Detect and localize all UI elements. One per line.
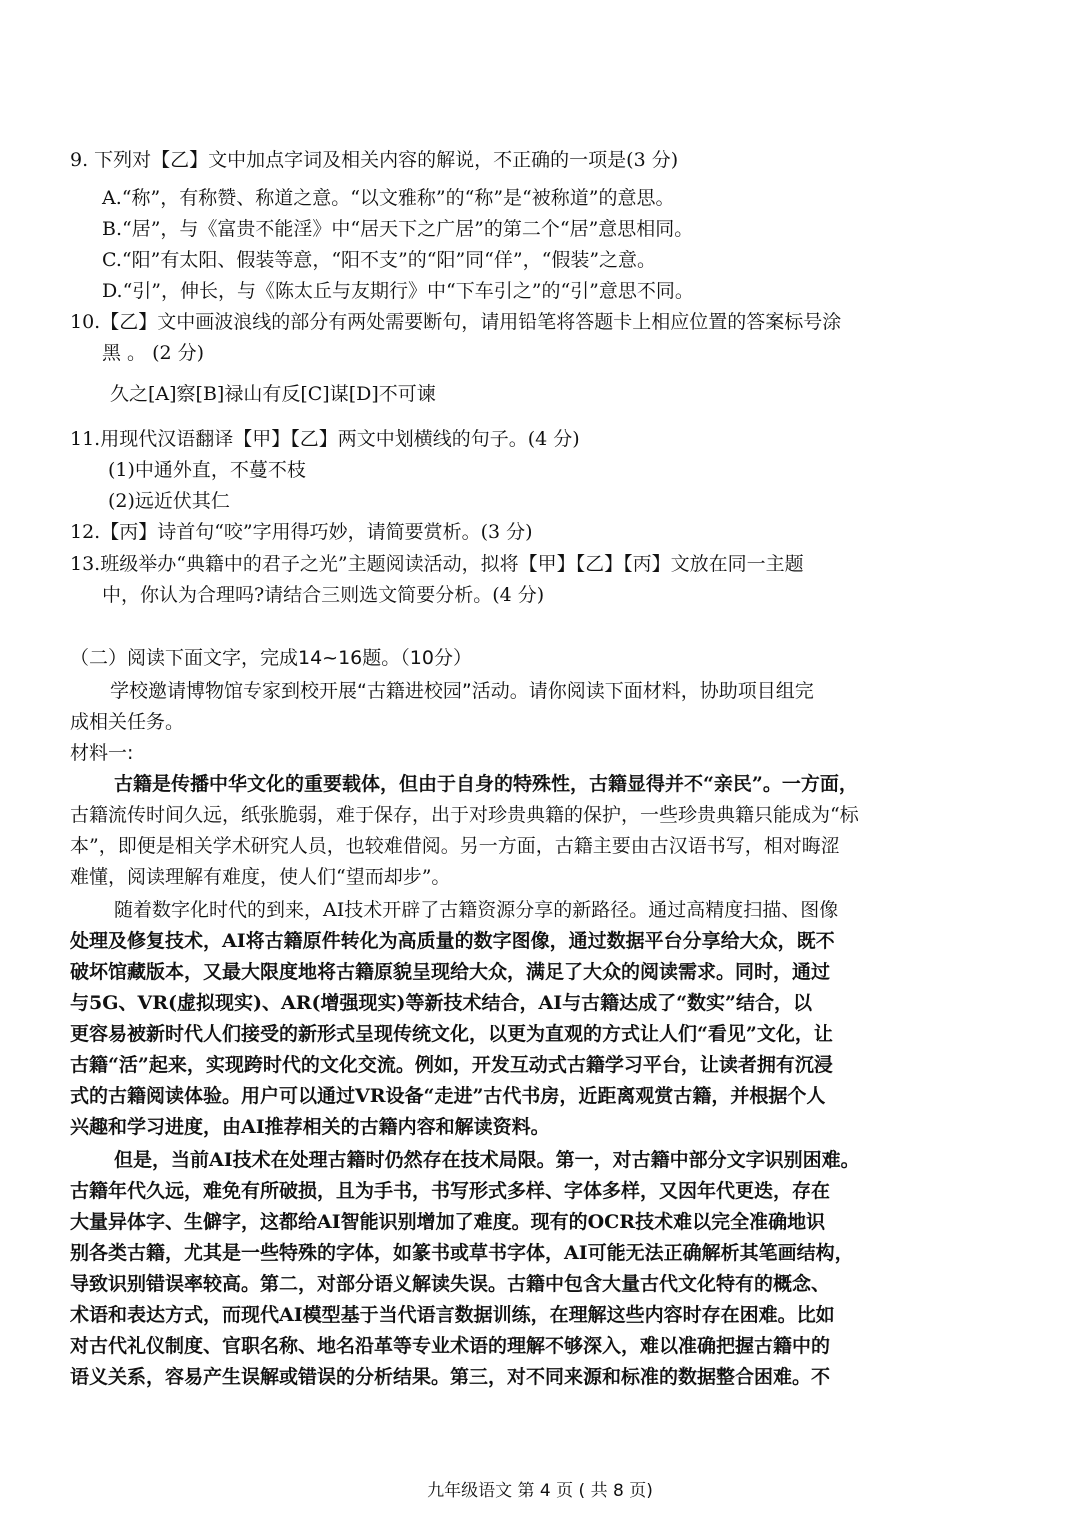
- material1-p3-line3: 大量异体字、生僻字，这都给AI智能识别增加了难度。现有的OCR技术难以完全准确地识: [70, 1211, 826, 1233]
- material1-p2-line5: 更容易被新时代人们接受的新形式呈现传统文化，以更为直观的方式让人们“看见”文化，让: [70, 1023, 833, 1045]
- material1-p3-line5: 导致识别错误率较高。第二，对部分语义解读失误。古籍中包含大量古代文化特有的概念、: [70, 1273, 831, 1295]
- material1-p2-line4: 与5G、VR(虚拟现实)、AR(增强现实)等新技术结合，AI与古籍达成了“数实”结合，以: [70, 992, 812, 1014]
- q13-stem-line1: 13.班级举办“典籍中的君子之光”主题阅读活动，拟将【甲】【乙】【丙】文放在同一主题: [70, 553, 804, 575]
- q10-stem-line2: 黑 。 (2 分): [102, 342, 205, 364]
- section2-intro-line1: 学校邀请博物馆专家到校开展“古籍进校园”活动。请你阅读下面材料，协助项目组完: [110, 680, 814, 702]
- q11-stem: 11.用现代汉语翻译【甲】【乙】两文中划横线的句子。(4 分): [70, 428, 580, 450]
- material1-p2-line8: 兴趣和学习进度，由AI推荐相关的古籍内容和解读资料。: [70, 1116, 550, 1138]
- material1-p2-line7: 式的古籍阅读体验。用户可以通过VR设备“走进”古代书房，近距离观赏古籍，并根据个人: [70, 1085, 826, 1107]
- material1-p1-line3: 本”，即便是相关学术研究人员，也较难借阅。另一方面，古籍主要由古汉语书写，相对晦涩: [70, 835, 840, 857]
- q10-sentence: 久之[A]察[B]禄山有反[C]谋[D]不可谏: [110, 383, 436, 405]
- material1-p3-line8: 语义关系，容易产生误解或错误的分析结果。第三，对不同来源和标准的数据整合困难。不: [70, 1366, 831, 1388]
- material1-p2-line1: 随着数字化时代的到来，AI技术开辟了古籍资源分享的新路径。通过高精度扫描、图像: [114, 899, 839, 921]
- material1-p3-line1: 但是，当前AI技术在处理古籍时仍然存在技术局限。第一，对古籍中部分文字识别困难。: [114, 1149, 860, 1171]
- q11-item-1: (1)中通外直，不蔓不枝: [108, 459, 306, 481]
- section2-heading: （二）阅读下面文字，完成14~16题。（10分）: [70, 647, 472, 669]
- page-footer: 九年级语文 第 4 页 ( 共 8 页): [427, 1481, 653, 1501]
- material-1-label: 材料一:: [70, 742, 134, 764]
- q12-stem: 12.【丙】诗首句“咬”字用得巧妙，请简要赏析。(3 分): [70, 521, 533, 543]
- material1-p3-line6: 术语和表达方式，而现代AI模型基于当代语言数据训练，在理解这些内容时存在困难。比如: [70, 1304, 835, 1326]
- material1-p1-line2: 古籍流传时间久远，纸张脆弱，难于保存，出于对珍贵典籍的保护，一些珍贵典籍只能成为“标: [70, 804, 859, 826]
- material1-p2-line2: 处理及修复技术，AI将古籍原件转化为高质量的数字图像，通过数据平台分享给大众，既不: [70, 930, 835, 952]
- material1-p2-line6: 古籍“活”起来，实现跨时代的文化交流。例如，开发互动式古籍学习平台，让读者拥有沉浸: [70, 1054, 833, 1076]
- q9-stem: 9. 下列对【乙】文中加点字词及相关内容的解说，不正确的一项是(3 分): [70, 149, 679, 171]
- q11-item-2: (2)远近伏其仁: [108, 490, 230, 512]
- q13-stem-line2: 中，你认为合理吗?请结合三则选文简要分析。(4 分): [102, 584, 545, 606]
- material1-p1-line1: 古籍是传播中华文化的重要载体，但由于自身的特殊性，古籍显得并不“亲民”。一方面，: [114, 773, 858, 795]
- q9-option-b: B.“居”，与《富贵不能淫》中“居天下之广居”的第二个“居”意思相同。: [102, 218, 694, 240]
- material1-p3-line7: 对古代礼仪制度、官职名称、地名沿革等专业术语的理解不够深入，难以准确把握古籍中的: [70, 1335, 831, 1357]
- material1-p3-line4: 别各类古籍，尤其是一些特殊的字体，如篆书或草书字体，AI可能无法正确解析其笔画结构，: [70, 1242, 854, 1264]
- material1-p1-line4: 难懂，阅读理解有难度，使人们“望而却步”。: [70, 866, 451, 888]
- section2-intro-line2: 成相关任务。: [70, 711, 185, 733]
- q9-option-a: A.“称”，有称赞、称道之意。“以文雅称”的“称”是“被称道”的意思。: [102, 187, 675, 209]
- material1-p2-line3: 破坏馆藏版本，又最大限度地将古籍原貌呈现给大众，满足了大众的阅读需求。同时，通过: [70, 961, 831, 983]
- q9-option-d: D.“引”，伸长，与《陈太丘与友期行》中“下车引之”的“引”意思不同。: [102, 280, 694, 302]
- q9-option-c: C.“阳”有太阳、假装等意，“阳不支”的“阳”同“佯”，“假装”之意。: [102, 249, 657, 271]
- material1-p3-line2: 古籍年代久远，难免有所破损，且为手书，书写形式多样、字体多样，又因年代更迭，存在: [70, 1180, 831, 1202]
- q10-stem-line1: 10.【乙】文中画波浪线的部分有两处需要断句，请用铅笔将答题卡上相应位置的答案标号涂: [70, 311, 842, 333]
